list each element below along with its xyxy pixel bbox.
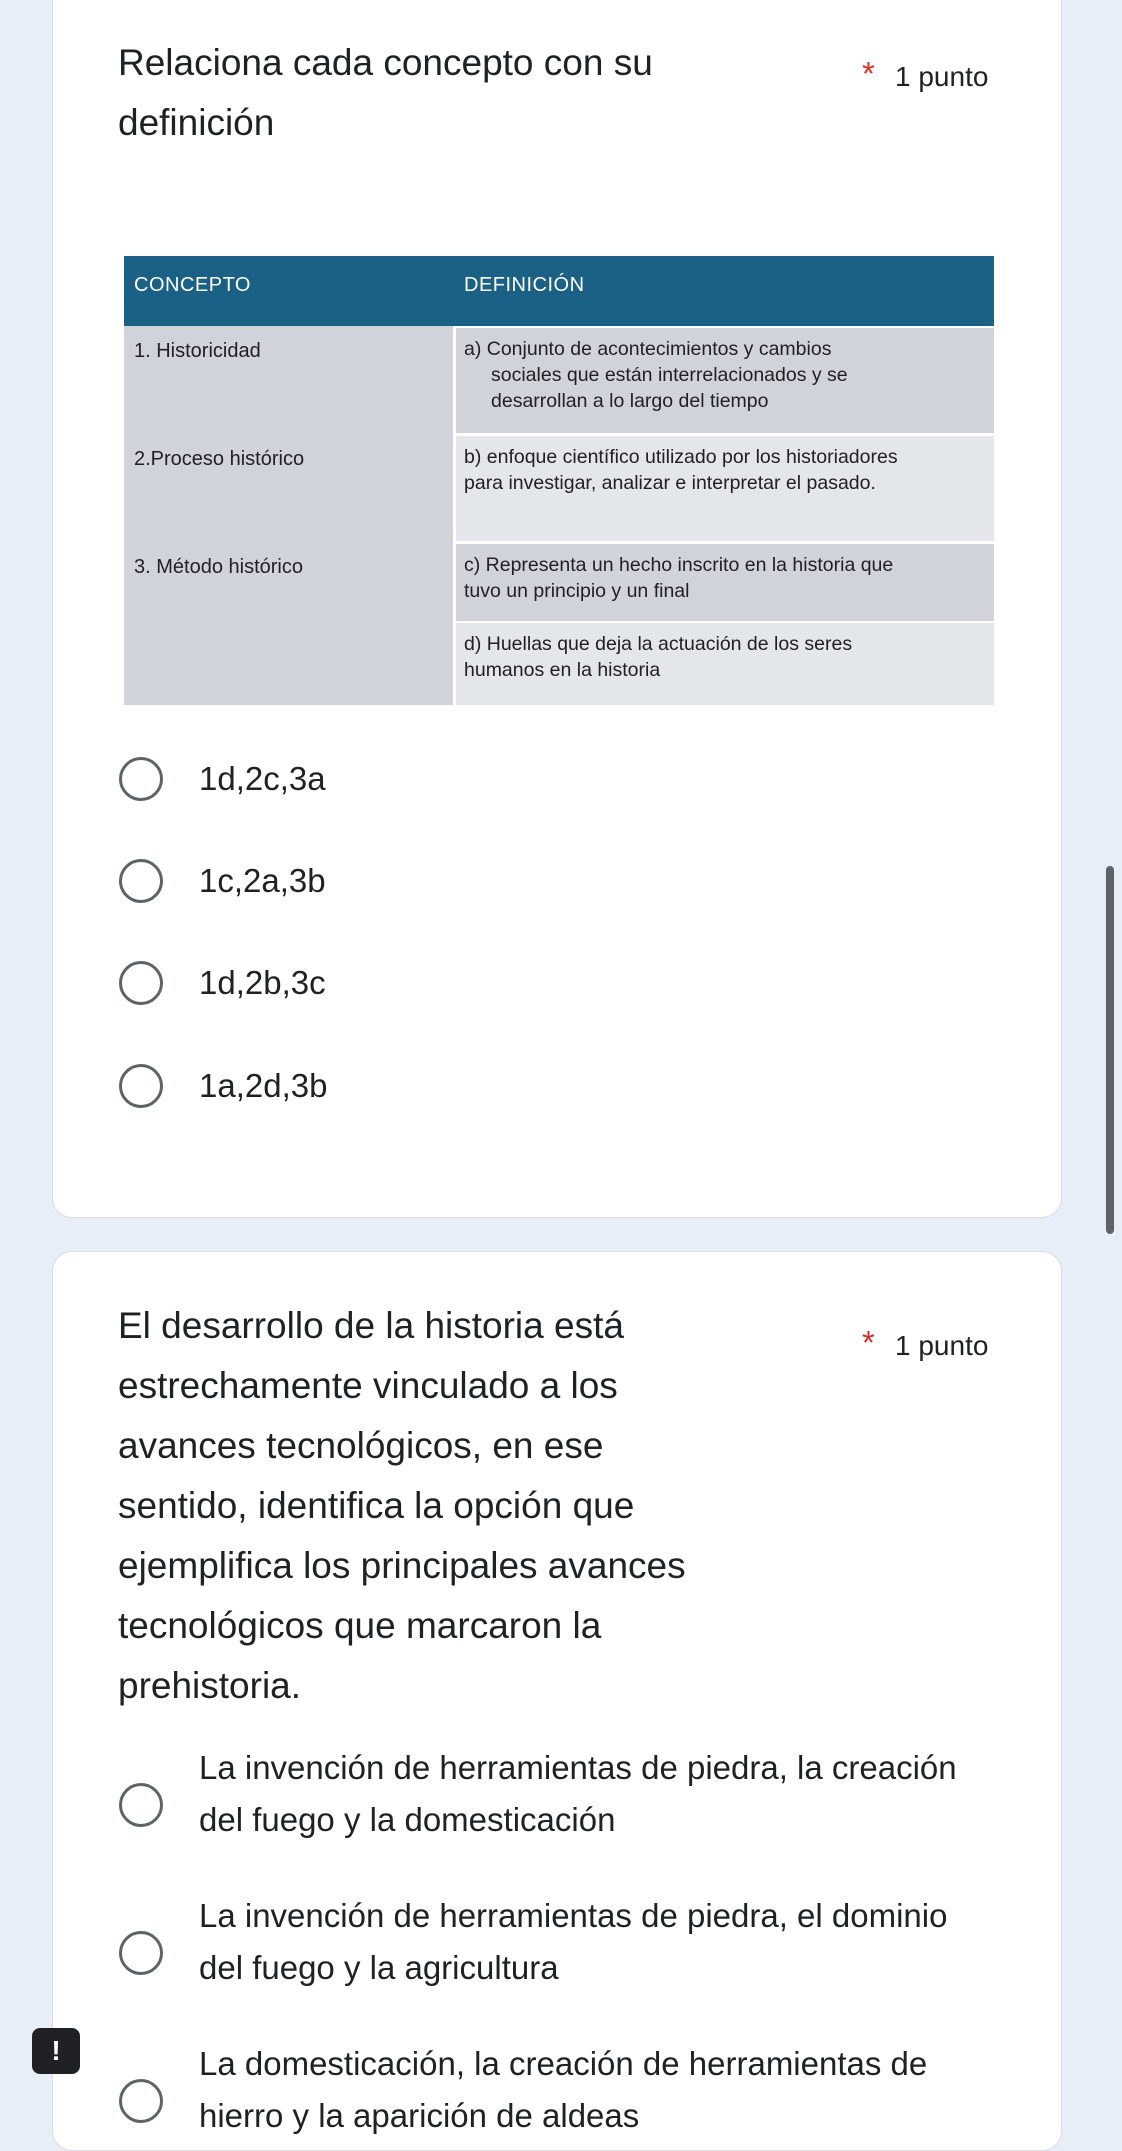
radio-button[interactable]: [119, 2079, 163, 2123]
option-stone-tools-fire-agriculture[interactable]: [53, 1890, 1053, 2000]
header-definition: DEFINICIÓN: [464, 274, 585, 296]
radio-button[interactable]: [119, 961, 163, 1005]
option-1d2c3a[interactable]: [53, 749, 1053, 809]
option-label: La invención de herramientas de piedra, la creación del fuego y la domesticación: [199, 1749, 957, 1838]
option-1d2b3c[interactable]: [53, 953, 1053, 1013]
table-header: [124, 256, 994, 326]
option-stone-tools-fire-domestication[interactable]: [53, 1742, 1053, 1852]
option-label: 1d,2c,3a: [199, 760, 326, 797]
required-asterisk: *: [862, 1324, 875, 1361]
radio-button[interactable]: [119, 1931, 163, 1975]
definition-a: a) Conjunto de acontecimientos y cambios sociales que están interrelacionados y se desarrollan a lo largo del tiempo: [456, 328, 994, 433]
question-points: 1 punto: [895, 61, 989, 92]
header-concept: CONCEPTO: [134, 274, 251, 296]
concept-column: [124, 326, 453, 705]
option-label: La domesticación, la creación de herramientas de hierro y la aparición de aldeas: [199, 2045, 928, 2134]
option-1c2a3b[interactable]: [53, 851, 1053, 911]
concept-definition-table-image: [124, 256, 994, 705]
option-label: 1c,2a,3b: [199, 862, 326, 899]
radio-button[interactable]: [119, 1064, 163, 1108]
option-label: 1d,2b,3c: [199, 964, 326, 1001]
definition-d: d) Huellas que deja la actuación de los seres humanos en la historia: [456, 623, 994, 705]
radio-button[interactable]: [119, 859, 163, 903]
question-card-2: [52, 1251, 1062, 2151]
definition-c: c) Representa un hecho inscrito en la historia que tuvo un principio y un final: [456, 544, 994, 621]
concept-2: 2.Proceso histórico: [134, 448, 305, 470]
option-label: La invención de herramientas de piedra, el dominio del fuego y la agricultura: [199, 1897, 948, 1986]
radio-button[interactable]: [119, 757, 163, 801]
definition-b: b) enfoque científico utilizado por los historiadores para investigar, analizar e interpretar el pasado.: [456, 436, 994, 541]
radio-button[interactable]: [119, 1783, 163, 1827]
alert-icon[interactable]: !: [32, 2028, 80, 2074]
option-1a2d3b[interactable]: [53, 1056, 1053, 1116]
question-title: Relaciona cada concepto con su definición: [118, 42, 653, 143]
option-label: 1a,2d,3b: [199, 1067, 328, 1104]
required-asterisk: *: [862, 55, 875, 92]
question-points: 1 punto: [895, 1330, 989, 1361]
question-title: El desarrollo de la historia está estrechamente vinculado a los avances tecnológicos, en ese sentido, identifica la opción que ejemplifica los principales avances tecnológicos que marcaron la prehistoria.: [118, 1305, 686, 1706]
concept-1: 1. Historicidad: [134, 340, 261, 362]
concept-3: 3. Método histórico: [134, 556, 303, 578]
option-domestication-iron-villages[interactable]: [53, 2038, 1053, 2148]
question-card-1: [52, 0, 1062, 1218]
scrollbar-thumb[interactable]: [1106, 866, 1114, 1234]
